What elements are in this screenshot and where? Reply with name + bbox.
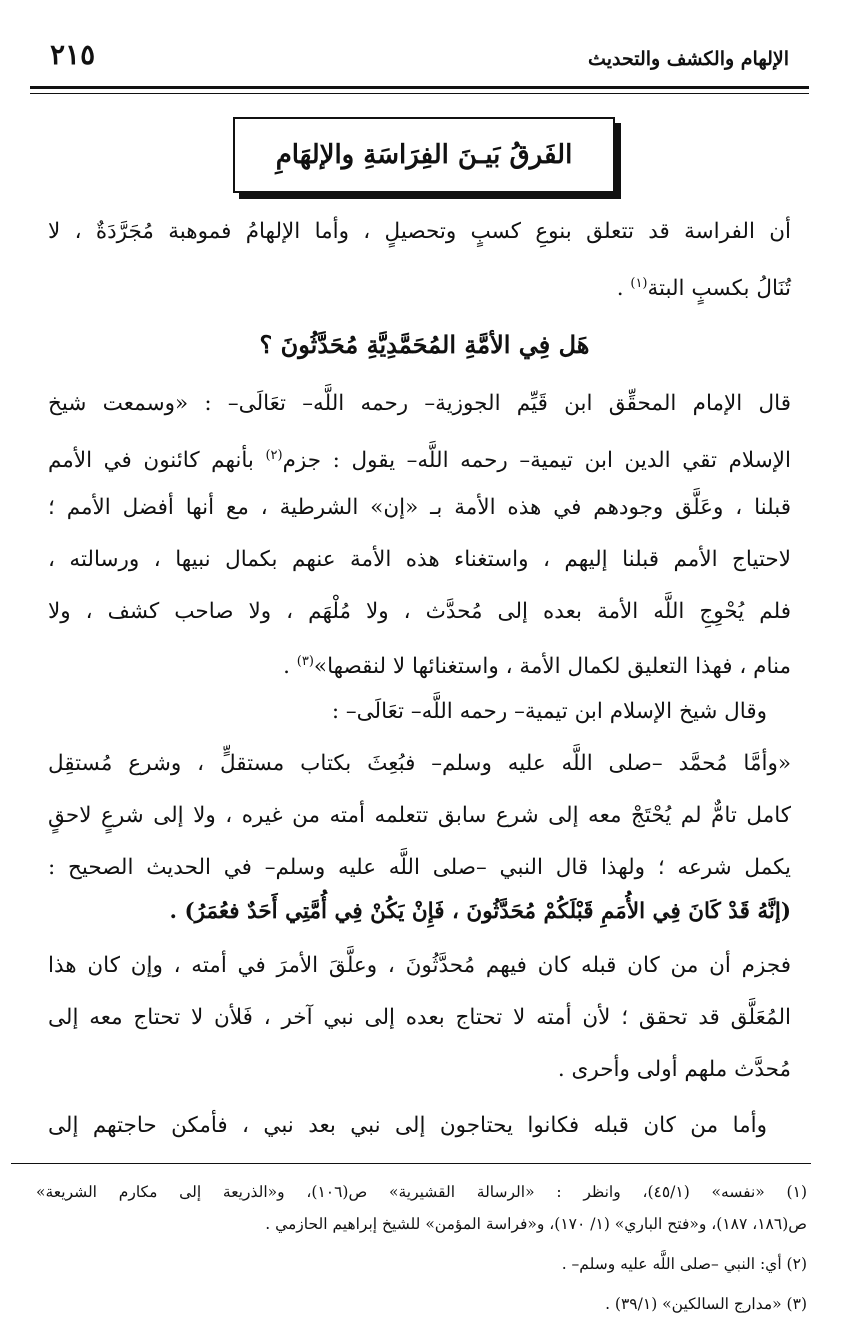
para1-line-2b: بأنهم كائنون في الأمم <box>48 448 266 474</box>
para2-line-1: وقال شيخ الإسلام ابن تيمية– رحمه اللَّه– تعَالَى– : <box>331 699 767 724</box>
quote-line-2: كامل تامٌّ لم يُحْتَجْ معه إلى شرع سابق تتعلمه أمته من غيره ، ولا إلى شرعٍ لاحقٍ <box>48 803 791 828</box>
para3-line-3: مُحدَّث ملهم أولى وأحرى . <box>557 1057 791 1082</box>
para1-line-5: فلم يُحْوِجِ اللَّه الأمة بعده إلى مُحدَّث ، ولا مُلْهَم ، ولا صاحب كشف ، ولا <box>48 599 791 624</box>
para1-line-1: قال الإمام المحقِّق ابن قَيِّم الجوزية– رحمه اللَّه– تعَالَى– : «وسمعت شيخ <box>48 391 791 416</box>
para1-line-6-end: . <box>283 654 297 680</box>
footnote-2: (٢) أي: النبي –صلى اللَّه عليه وسلم– . <box>561 1255 807 1273</box>
quote-line-3: يكمل شرعه ؛ ولهذا قال النبي –صلى اللَّه عليه وسلم– في الحديث الصحيح : <box>48 855 791 880</box>
para1-line-3: قبلنا ، وعَلَّق وجودهم في هذه الأمة بـ «إن» الشرطية ، مع أنها أفضل الأمم ؛ <box>48 495 791 520</box>
para1-line-2 <box>48 436 791 476</box>
para3-line-1: فجزم أن من كان قبله كان فيهم مُحدَّثُونَ ، وعلَّقَ الأمرَ في أمته ، وإن كان هذا <box>48 953 791 978</box>
para1-line-6-text: منام ، فهذا التعليق لكمال الأمة ، واستغنائها لا لنقصها» <box>313 654 791 680</box>
header-rule-thick <box>30 86 809 89</box>
subheading: هَل فِي الأمَّةِ المُحَمَّدِيَّةِ مُحَدَّثُونَ ؟ <box>259 330 590 359</box>
section-heading: الفَرقُ بَيـنَ الفِرَاسَةِ والإلهَامِ <box>275 140 573 170</box>
intro-line-1: أن الفراسة قد تتعلق بنوعِ كسبٍ وتحصيلٍ ، وأما الإلهامُ فموهبة مُجَرَّدَةٌ ، لا <box>48 219 791 244</box>
footnote-ref-3: (٣) <box>296 654 314 669</box>
para4-line-1: وأما من كان قبله فكانوا يحتاجون إلى نبي بعد نبي ، فأمكن حاجتهم إلى <box>48 1113 767 1138</box>
para1-line-2a: الإسلام تقي الدين ابن تيمية– رحمه اللَّه– يقول : جزم <box>282 448 791 474</box>
footnote-3: (٣) «مدارج السالكين» (٣٩/١) . <box>605 1295 807 1313</box>
intro-line-2 <box>48 264 791 304</box>
footnote-ref-2: (٢) <box>265 448 283 463</box>
quote-line-4: (إنَّهُ قَدْ كَانَ فِي الأُمَمِ قَبْلَكُمْ مُحَدَّثُونَ ، فَإِنْ يَكُنْ فِي أُمَّتِي أَحَدٌ فعُمَرُ) . <box>169 899 791 924</box>
para1-line-4: لاحتياج الأمم قبلنا إليهم ، واستغناء هذه الأمة عنهم بكمال نبيها ، ورسالته ، <box>48 547 791 572</box>
section-heading-box <box>233 117 615 193</box>
footnote-separator <box>11 1163 811 1164</box>
quote-line-1: «وأمَّا مُحمَّد –صلى اللَّه عليه وسلم– فبُعِثَ بكتاب مستقلٍّ ، وشرع مُستقِل <box>48 751 791 776</box>
para3-line-2: المُعَلَّق قد تحقق ؛ لأن أمته لا تحتاج بعده إلى نبي آخر ، فَلأن لا تحتاج معه إلى <box>48 1005 791 1030</box>
footnote-1-line-1: (١) «نفسه» (٤٥/١)، وانظر : «الرسالة القشيرية» ص(١٠٦)، و«الذريعة إلى مكارم الشريعة» <box>36 1183 807 1201</box>
intro-line-2-text: تُنَالُ بكسبٍ البتة <box>647 276 791 302</box>
header-rule-thin <box>30 93 809 94</box>
footnote-ref-1: (١) <box>630 276 648 291</box>
para1-line-6 <box>48 642 791 682</box>
running-header-title: الإلهام والكشف والتحديث <box>588 48 789 70</box>
footnote-1-line-2: ص(١٨٦، ١٨٧)، و«فتح الباري» (١/ ١٧٠)، و«فراسة المؤمن» للشيخ إبراهيم الحازمي . <box>265 1215 807 1233</box>
page-number: ٢١٥ <box>50 38 96 71</box>
intro-line-2-end: . <box>616 276 631 302</box>
